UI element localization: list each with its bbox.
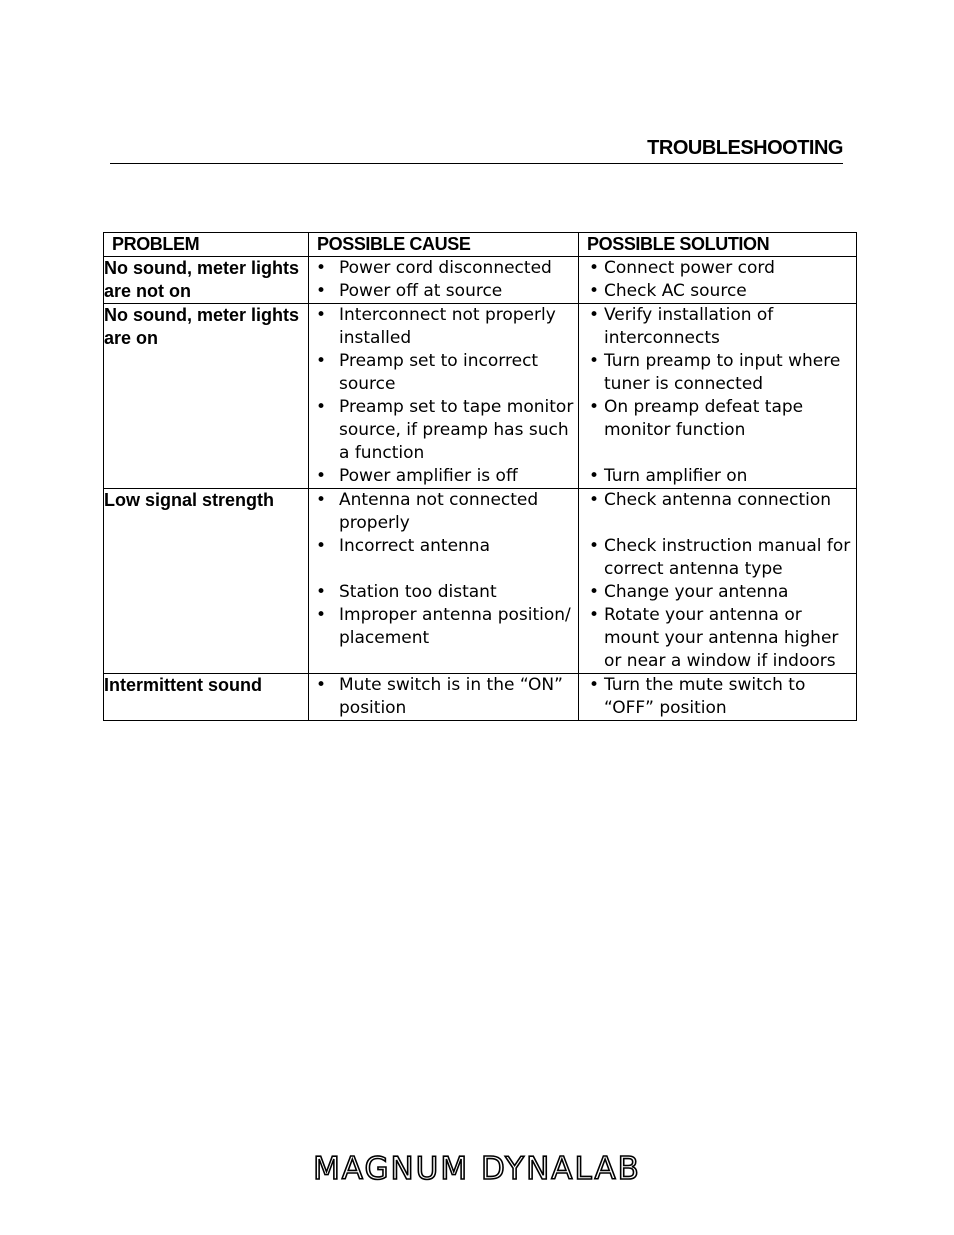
solution-text: Check instruction manual for correct antenna type [604, 536, 851, 579]
solution-text: Turn amplifier on [604, 466, 748, 486]
solution-item [579, 604, 856, 673]
solution-item [579, 396, 856, 442]
bullet-icon: • [316, 351, 327, 371]
solution-text: Turn preamp to input where tuner is connected [604, 351, 841, 394]
bullet-icon: • [589, 305, 600, 325]
table-row [104, 304, 857, 489]
problem-cell: No sound, meter lights are not on [104, 257, 309, 304]
bullet-icon: • [316, 490, 327, 510]
table-row [104, 489, 857, 674]
table-row [104, 674, 857, 721]
solution-cell [579, 674, 857, 721]
cause-text: Preamp set to incorrect source [339, 351, 539, 394]
bullet-icon: • [589, 490, 600, 510]
cause-item [309, 674, 578, 720]
solution-item [579, 489, 856, 512]
cause-text: Power off at source [339, 281, 503, 301]
bullet-icon: • [316, 258, 327, 278]
cause-item [309, 257, 578, 280]
cause-text: Mute switch is in the “ON” position [339, 675, 563, 718]
bullet-icon: • [316, 281, 327, 301]
solution-cell [579, 489, 857, 674]
brand-text: MAGNUM DYNALAB [313, 1151, 641, 1186]
problem-cell: Intermittent sound [104, 674, 309, 721]
cause-cell [309, 489, 579, 674]
cause-item [309, 465, 578, 488]
solution-text: Connect power cord [604, 258, 775, 278]
solution-item [579, 257, 856, 280]
solution-text: On preamp defeat tape monitor function [604, 397, 804, 440]
solution-text: Check AC source [604, 281, 747, 301]
cause-text: Incorrect antenna [339, 536, 490, 556]
heading-rule [110, 163, 843, 164]
cause-item [309, 604, 578, 650]
troubleshooting-table [103, 232, 857, 721]
solution-item [579, 535, 856, 581]
cause-cell [309, 674, 579, 721]
cause-text: Station too distant [339, 582, 497, 602]
cause-text: Interconnect not properly installed [339, 305, 556, 348]
brand-logo-wordmark [287, 1150, 667, 1186]
cause-item [309, 535, 578, 558]
bullet-icon: • [589, 582, 600, 602]
solution-cell [579, 257, 857, 304]
problem-cell: Low signal strength [104, 489, 309, 674]
bullet-icon: • [316, 305, 327, 325]
bullet-icon: • [316, 466, 327, 486]
solution-text: Turn the mute switch to “OFF” position [604, 675, 806, 718]
header-problem: PROBLEM [104, 233, 309, 257]
bullet-icon: • [589, 258, 600, 278]
bullet-icon: • [316, 605, 327, 625]
page-title: TROUBLESHOOTING [647, 137, 843, 159]
bullet-icon: • [589, 351, 600, 371]
bullet-icon: • [589, 281, 600, 301]
table-header-row [104, 233, 857, 257]
solution-item [579, 280, 856, 303]
bullet-icon: • [316, 675, 327, 695]
cause-text: Power amplifier is off [339, 466, 518, 486]
cause-text: Preamp set to tape monitor source, if preamp has such a function [339, 397, 574, 463]
header-possible-solution: POSSIBLE SOLUTION [579, 233, 857, 257]
solution-item [579, 465, 856, 488]
solution-item [579, 304, 856, 350]
cause-item [309, 581, 578, 604]
cause-item [309, 280, 578, 303]
solution-text: Verify installation of interconnects [604, 305, 774, 348]
bullet-icon: • [589, 397, 600, 417]
cause-text: Improper antenna position/ placement [339, 605, 571, 648]
bullet-icon: • [316, 397, 327, 417]
bullet-icon: • [316, 536, 327, 556]
bullet-icon: • [589, 605, 600, 625]
brand-logo [0, 1150, 954, 1190]
solution-text: Rotate your antenna or mount your antenna higher or near a window if indoors [604, 605, 839, 671]
table-row [104, 257, 857, 304]
bullet-icon: • [316, 582, 327, 602]
solution-text: Change your antenna [604, 582, 789, 602]
solution-text: Check antenna connection [604, 490, 832, 510]
solution-item [579, 674, 856, 720]
cause-text: Antenna not connected properly [339, 490, 539, 533]
problem-cell: No sound, meter lights are on [104, 304, 309, 489]
solution-cell [579, 304, 857, 489]
bullet-icon: • [589, 466, 600, 486]
cause-item [309, 396, 578, 465]
cause-item [309, 350, 578, 396]
cause-cell [309, 304, 579, 489]
bullet-icon: • [589, 536, 600, 556]
solution-item [579, 581, 856, 604]
cause-item [309, 304, 578, 350]
cause-cell [309, 257, 579, 304]
bullet-icon: • [589, 675, 600, 695]
header-possible-cause: POSSIBLE CAUSE [309, 233, 579, 257]
solution-item [579, 350, 856, 396]
cause-item [309, 489, 578, 535]
cause-text: Power cord disconnected [339, 258, 552, 278]
